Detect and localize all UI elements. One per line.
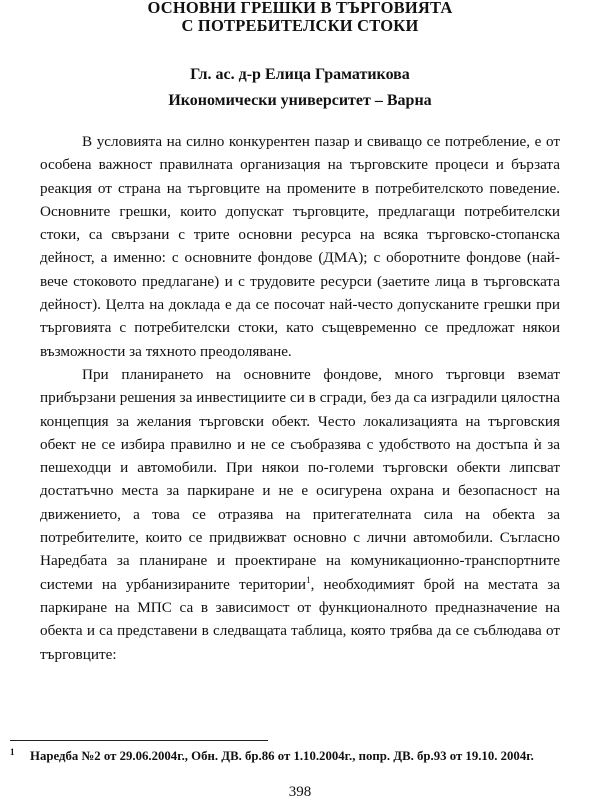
article-title-line-2: С ПОТРЕБИТЕЛСКИ СТОКИ (181, 16, 419, 35)
author-affiliation: Икономически университет – Варна (168, 92, 432, 109)
author-name: Гл. ас. д-р Елица Граматикова (190, 66, 410, 83)
article-body (40, 130, 560, 666)
footnote-reference[interactable]: 1 (306, 574, 311, 585)
article-title-line-1: ОСНОВНИ ГРЕШКИ В ТЪРГОВИЯТА (147, 0, 453, 17)
paragraph-2-text-b: , необходимият брой на местата за паркиране на МПС са в зависимост от функционалното предназначение на обекта и са представени в следващата таблица, която трябва да се съблюдава от търговците: (40, 575, 560, 663)
page-number: 398 (288, 784, 312, 800)
footnote-divider (10, 740, 268, 741)
footnote-number: 1 (10, 747, 15, 757)
paragraph-2-text-a: При планирането на основните фондове, много търговци вземат прибързани решения за инвестициите си в сгради, без да са изградили цялостна концепция за желания търговски обект. Често локализацията на търговския обект не се избира правилно и не се съобразява с удобството на достъпа ѝ за пешеходци и автомобили. При някои по-големи търговски обекти липсват достатъчно места за паркиране и не е осигурена охрана и безопасност на движението, а това се отразява на притегателната сила на обекта за потребителите, които се придвижват основно с лични автомобили. Съгласно Наредбата за планиране и проектиране на комуникационно-транспортните системи на урбанизираните територии (40, 365, 560, 593)
footnote-text: Наредба №2 от 29.06.2004г., Обн. ДВ. бр.86 от 1.10.2004г., попр. ДВ. бр.93 от 19.10. 2004г. (30, 749, 534, 763)
paragraph-1: В условията на силно конкурентен пазар и свиващо се потребление, е от особена важност правилната организация на търговските процеси и бързата реакция от страна на търговците на промените в потребителското поведение. Основните грешки, които допускат търговците, предлагащи потребителски стоки, са свързани с трите основни ресурса на всяка търговско-стопанска дейност, а именно: с основните фондове (ДМА); с оборотните фондове (най-вече стоковото предлагане) и с трудовите ресурси (заетите лица в търговската дейност). Целта на доклада е да се посочат най-често допусканите грешки при търговията с потребителски стоки, като същевременно се предложат някои възможности за тяхното преодоляване. (40, 133, 560, 360)
paragraph-2 (40, 363, 560, 666)
